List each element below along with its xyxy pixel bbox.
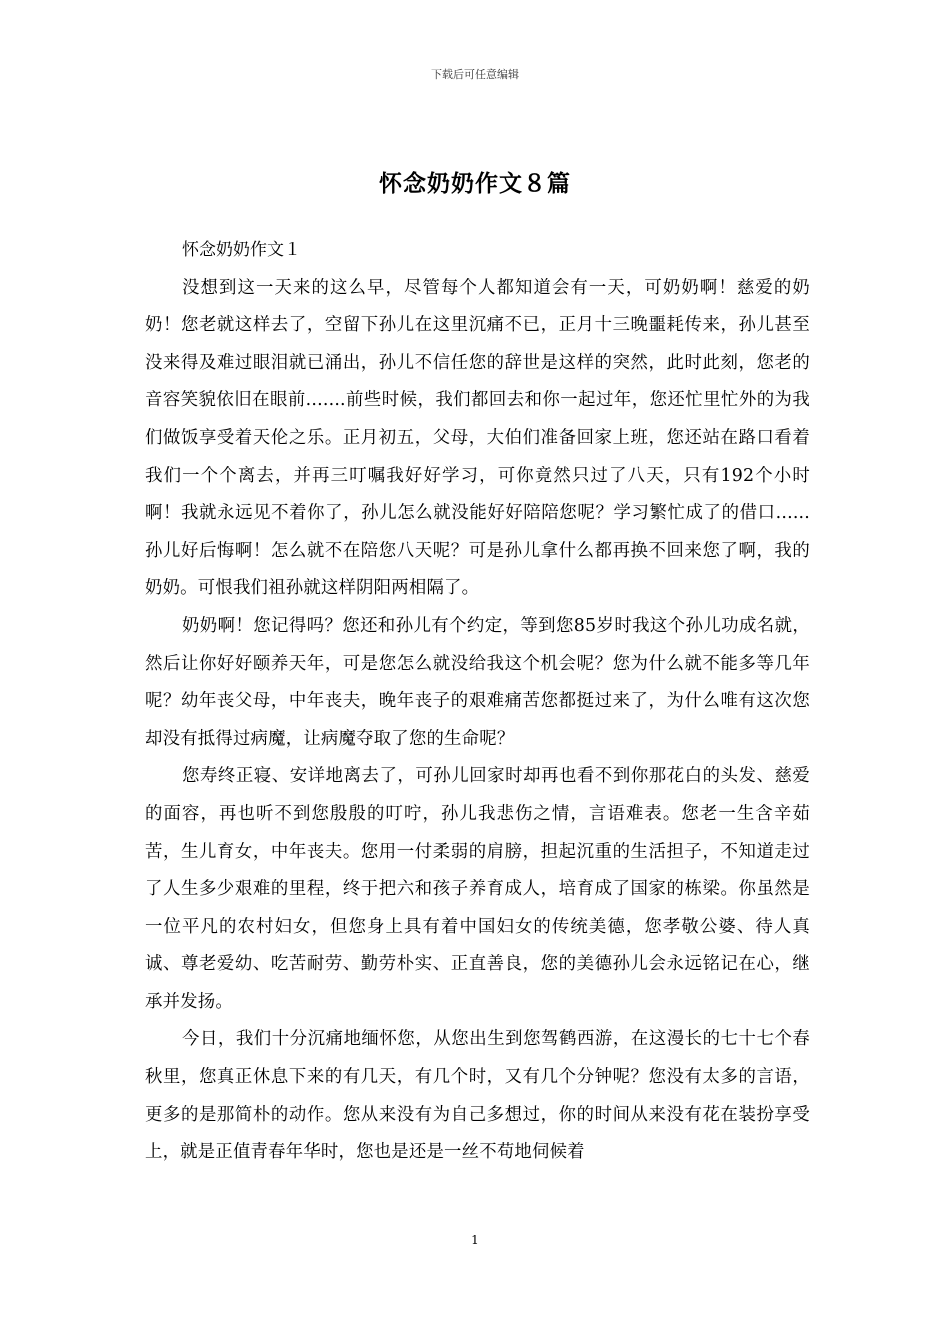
paragraph-3: 您寿终正寝、安详地离去了，可孙儿回家时却再也看不到你那花白的头发、慈爱的面容，再也听不到您殷殷的叮咛，孙儿我悲伤之情，言语难表。您老一生含辛茹苦，生儿育女，中年丧夫。您用一付柔弱的肩膀，担起沉重的生活担子，不知道走过了人生多少艰难的里程，终于把六和孩子养育成人，培育成了国家的栋梁。你虽然是一位平凡的农村妇女，但您身上具有着中国妇女的传统美德，您孝敬公婆、待人真诚、尊老爱幼、吃苦耐劳、勤劳朴实、正直善良，您的美德孙儿会永远铭记在心，继承并发扬。 — [145, 766, 810, 1012]
document-body — [145, 232, 810, 1172]
paragraph-2: 奶奶啊！您记得吗？您还和孙儿有个约定，等到您85岁时我这个孙儿功成名就，然后让你好好颐养天年，可是您怎么就没给我这个机会呢？您为什么就不能多等几年呢？幼年丧父母，中年丧夫，晚年丧子的艰难痛苦您都挺过来了，为什么唯有这次您却没有抵得过病魔，让病魔夺取了您的生命呢？ — [145, 615, 810, 749]
paragraph-4: 今日，我们十分沉痛地缅怀您，从您出生到您驾鹤西游，在这漫长的七十七个春秋里，您真正休息下来的有几天，有几个时，又有几个分钟呢？您没有太多的言语，更多的是那简朴的动作。您从来没有为自己多想过，你的时间从来没有花在装扮享受上，就是正值青春年华时，您也是还是一丝不苟地伺候着 — [145, 1029, 810, 1163]
document-title: 怀念奶奶作文８篇 — [379, 171, 571, 198]
section-heading: 怀念奶奶作文１ — [182, 240, 301, 260]
page-header-note: 下载后可任意编辑 — [431, 68, 519, 81]
page-number: 1 — [471, 1233, 479, 1247]
paragraph-1: 没想到这一天来的这么早，尽管每个人都知道会有一天，可奶奶啊！慈爱的奶奶！您老就这样去了，空留下孙儿在这里沉痛不已，正月十三晚噩耗传来，孙儿甚至没来得及难过眼泪就已涌出，孙儿不信任您的辞世是这样的突然，此时此刻，您老的音容笑貌依旧在眼前.......前些时候，我们都回去和你一起过年，您还忙里忙外的为我们做饭享受着天伦之乐。正月初五，父母，大伯们准备回家上班，您还站在路口看着我们一个个离去，并再三叮嘱我好好学习，可你竟然只过了八天，只有192个小时啊！我就永远见不着你了，孙儿怎么就没能好好陪陪您呢？学习繁忙成了的借口......孙儿好后悔啊！怎么就不在陪您八天呢？可是孙儿拿什么都再换不回来您了啊，我的奶奶。可恨我们祖孙就这样阴阳两相隔了。 — [145, 277, 810, 599]
